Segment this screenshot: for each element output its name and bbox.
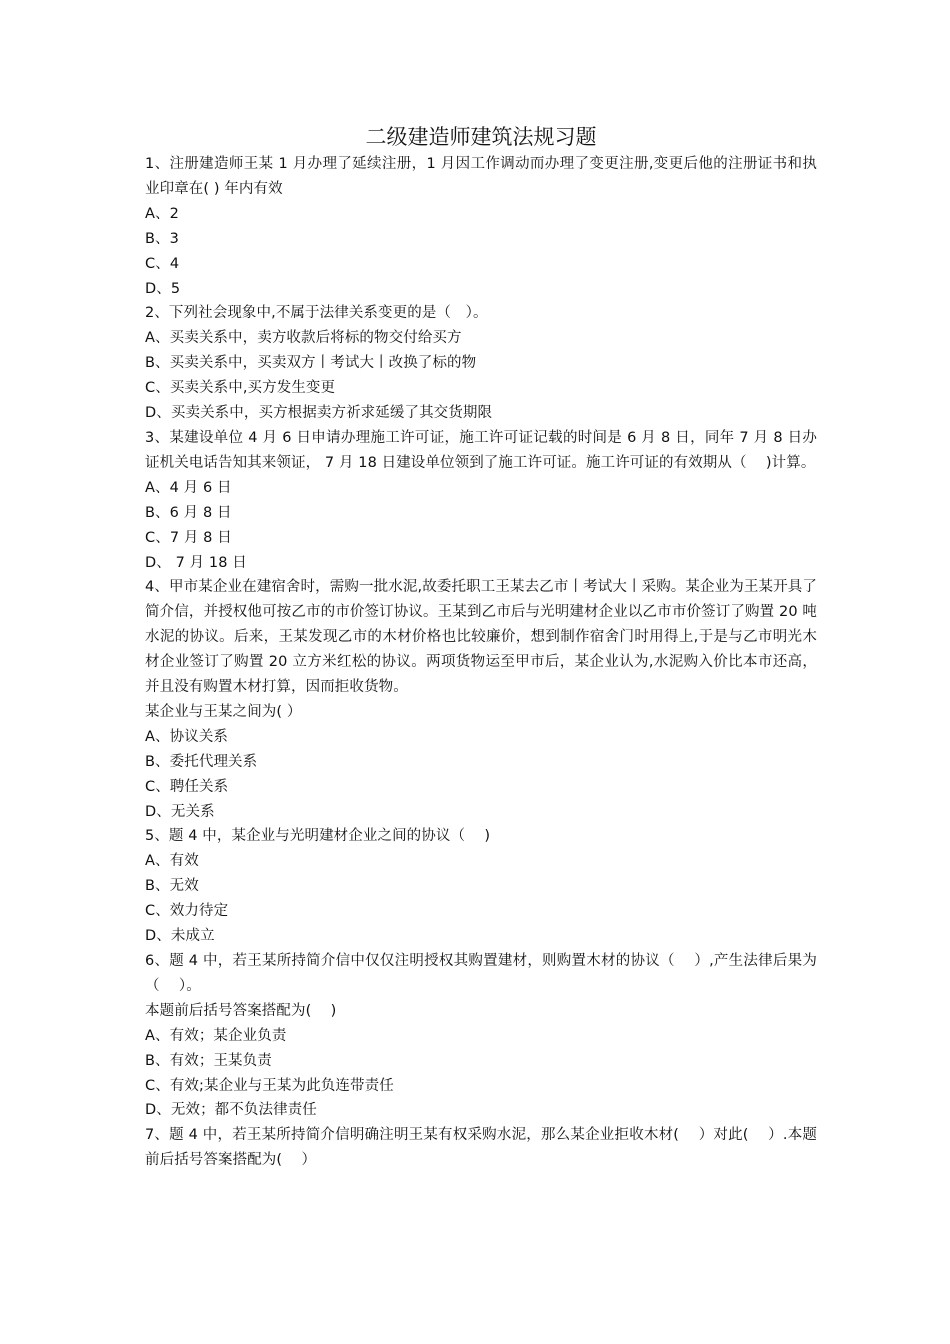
text-line: D、无关系 — [145, 803, 215, 820]
text-line: D、未成立 — [145, 928, 215, 945]
question-paragraph: 7、题 4 中，若王某所持简介信明确注明王某有权采购水泥，那么某企业拒收木材( ）对此( ）.本题前后括号答案搭配为( ） — [145, 1127, 817, 1169]
text-line: A、协议关系 — [145, 728, 229, 745]
text-line: C、7 月 8 日 — [145, 529, 232, 546]
text-line: D、买卖关系中，买方根据卖方祈求延缓了其交货期限 — [145, 405, 493, 422]
question-paragraph: 4、甲市某企业在建宿舍时，需购一批水泥,故委托职工王某去乙市丨考试大丨采购。某企业为王某开具了简介信，并授权他可按乙市的市价签订协议。王某到乙市后与光明建材企业以乙市市价签订了购置 20 吨水泥的协议。后来，王某发现乙市的木材价格也比较廉价，想到制作宿舍门时用得上,于是与乙市明光木材企业签订了购置 20 立方米红松的协议。两项货物运至甲市后，某企业认为,水泥购入价比本市还高，并且没有购置木材打算，因而拒收货物。 — [145, 579, 817, 696]
question-paragraph: 3、某建设单位 4 月 6 日申请办理施工许可证，施工许可证记载的时间是 6 月 8 日，同年 7 月 8 日办证机关电话告知其来领证， 7 月 18 日建设单位领到了施工许可证。施工许可证的有效期从（ )计算。 — [145, 429, 817, 471]
text-line: B、6 月 8 日 — [145, 504, 232, 521]
text-line: C、有效;某企业与王某为此负连带责任 — [145, 1077, 394, 1094]
text-line: B、无效 — [145, 878, 199, 895]
text-line: D、5 — [145, 280, 181, 297]
text-line: D、 7 月 18 日 — [145, 554, 247, 571]
text-line: A、2 — [145, 205, 179, 222]
document-title: 二级建造师建筑法规习题 — [365, 125, 597, 149]
text-line: B、有效；王某负责 — [145, 1052, 272, 1069]
text-line: 本题前后括号答案搭配为( ) — [145, 1002, 337, 1019]
text-line: 2、下列社会现象中,不属于法律关系变更的是（ ）。 — [145, 305, 488, 322]
text-line: B、买卖关系中，买卖双方丨考试大丨改换了标的物 — [145, 355, 477, 372]
text-line: C、效力待定 — [145, 903, 229, 920]
text-line: B、委托代理关系 — [145, 753, 258, 770]
text-line: A、有效；某企业负责 — [145, 1027, 287, 1044]
text-line: C、买卖关系中,买方发生变更 — [145, 380, 336, 397]
text-line: A、有效 — [145, 853, 199, 870]
question-paragraph: 1、注册建造师王某 1 月办理了延续注册，1 月因工作调动而办理了变更注册,变更后他的注册证书和执业印章在( ) 年内有效 — [145, 156, 817, 197]
document-body — [145, 122, 817, 1173]
text-line: A、买卖关系中，卖方收款后将标的物交付给买方 — [145, 330, 462, 347]
text-line: 5、题 4 中，某企业与光明建材企业之间的协议（ ) — [145, 828, 491, 845]
question-list — [145, 152, 817, 1173]
text-line: C、4 — [145, 255, 180, 272]
text-line: 某企业与王某之间为( ） — [145, 703, 302, 720]
text-line: C、聘任关系 — [145, 778, 229, 795]
text-line: A、4 月 6 日 — [145, 479, 232, 496]
text-line: D、无效；都不负法律责任 — [145, 1102, 317, 1119]
question-paragraph: 6、题 4 中，若王某所持简介信中仅仅注明授权其购置建材，则购置木材的协议（ ）,产生法律后果为（ ）。 — [145, 953, 817, 994]
text-line: B、3 — [145, 230, 179, 247]
